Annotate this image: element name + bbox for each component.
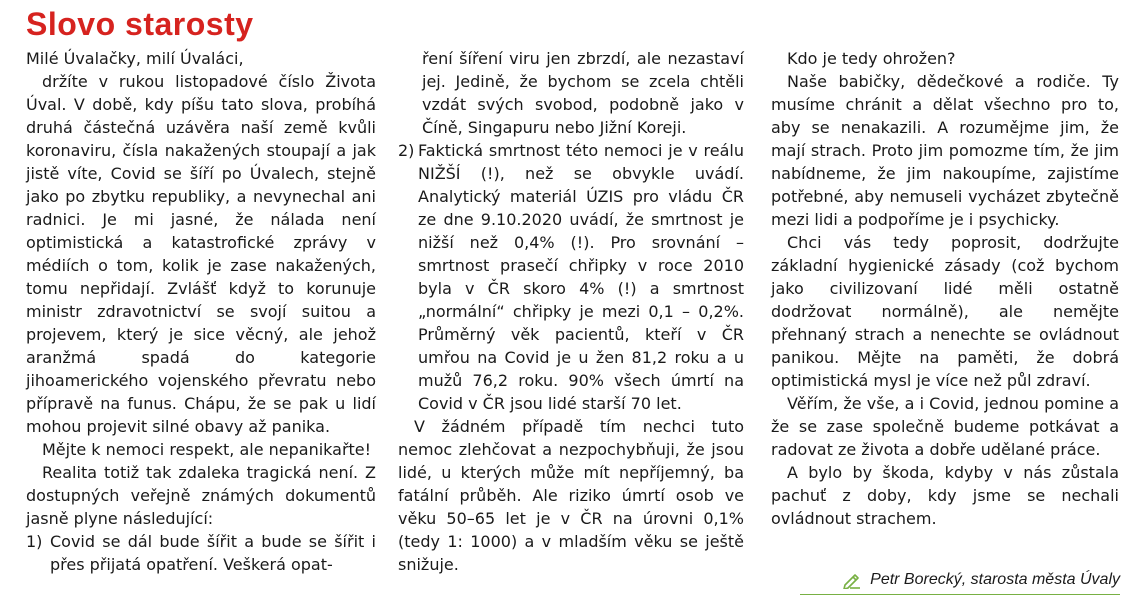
signature-text: Petr Borecký, starosta města Úvaly xyxy=(870,571,1120,588)
paragraph: A bylo by škoda, kdyby v nás zůstala pachuť z doby, kdy jsme se nechali ovládnout strachem. xyxy=(771,463,1119,528)
paragraph: V žádném případě tím nechci tuto nemoc zlehčovat a nezpochybňuji, že jsou lidé, u kterých může mít nepříjemný, ba fatální průběh. Ale riziko úmrtí osob ve věku 50–65 let je v ČR na úrovni 0,1% (tedy 1: 1000) a v mladším věku se ještě snižuje. xyxy=(398,417,744,574)
paragraph: Realita totiž tak zdaleka tragická není. Z dostupných veřejně známých dokumentů jasně plyne následující: xyxy=(26,463,376,528)
list-text-continued: ření šíření viru jen zbrzdí, ale nezastaví jej. Jedině, že bychom se zcela chtěli vzdát svých svobod, podobně jako v Číně, Singapuru nebo Jižní Koreji. xyxy=(422,49,744,137)
list-item xyxy=(26,530,376,576)
signature xyxy=(800,566,1120,595)
pen-icon xyxy=(842,571,862,589)
column-1 xyxy=(26,47,376,576)
paragraph: Věřím, že vše, a i Covid, jednou pomine a že se zase společně budeme potkávat a radovat ze života a dobře udělané práce. xyxy=(771,394,1119,459)
list-number: 1) xyxy=(26,532,43,551)
list-text: Faktická smrtnost této nemoci je v reálu NIŽŠÍ (!), než se obvykle uvádí. Analytický materiál ÚZIS pro vládu ČR ze dne 9.10.2020 uvádí, že smrtnost je nižší než 0,4% (!). Pro srovnání – smrtnost prasečí chřipky v roce 2010 byla v ČR skoro 4% (!) a smrtnost „normální“ chřipky je mezi 0,1 – 0,2%. Průměrný věk pacientů, kteří v ČR umřou na Covid je u žen 81,2 roku a u mužů 76,2 roku. 90% všech úmrtí na Covid v ČR jsou lidé starší 70 let. xyxy=(418,141,744,413)
column-2 xyxy=(398,47,744,576)
list-item xyxy=(398,139,744,415)
paragraph: Kdo je tedy ohrožen? xyxy=(787,49,956,68)
list-number: 2) xyxy=(398,141,415,160)
greeting: Milé Úvalačky, milí Úvaláci, xyxy=(26,49,244,68)
article-title: Slovo starosty xyxy=(26,6,254,42)
list-text: Covid se dál bude šířit a bude se šířit i přes přijatá opatření. Veškerá opat- xyxy=(50,532,376,574)
paragraph: Chci vás tedy poprosit, dodržujte základní hygienické zásady (což bychom jako civilizovaní lidé měli ostatně dodržovat normálně), ale nemějte přehnaný strach a nenechte se ovládnout panikou. Mějte na paměti, že dobrá optimistická mysl je více než půl zdraví. xyxy=(771,233,1119,390)
paragraph: Naše babičky, dědečkové a rodiče. Ty musíme chránit a dělat všechno pro to, aby se nenakazili. A rozumějme jim, že mají strach. Proto jim pomozme tím, že jim nabídneme, že jim nakoupíme, zajistíme potřebné, aby nemuseli vycházet zbytečně mezi lidi a podpoříme je i psychicky. xyxy=(771,72,1119,229)
column-3 xyxy=(771,47,1119,530)
paragraph: držíte v rukou listopadové číslo Života Úval. V době, kdy píšu tato slova, probíhá druhá částečná uzávěra naší země kvůli koronaviru, čísla nakažených stoupají a jak jistě víte, Covid se šíří po Úvalech, stejně jako po zbytku republiky, a nevynechal ani radnici. Je mi jasné, že nálada není optimistická a katastrofické zprávy v médiích o tom, kolik je zase nakažených, tomu nepřidají. Zvlášť když to korunuje ministr zdravotnictví se svojí suitou a projevem, který je sice věcný, ale jehož aranžmá spadá do kategorie jihoamerického vojenského převratu nebo přípravě na funus. Chápu, že se pak u lidí mohou projevit silné obavy až panika. xyxy=(26,72,376,436)
paragraph: Mějte k nemoci respekt, ale nepanikařte! xyxy=(42,440,372,459)
